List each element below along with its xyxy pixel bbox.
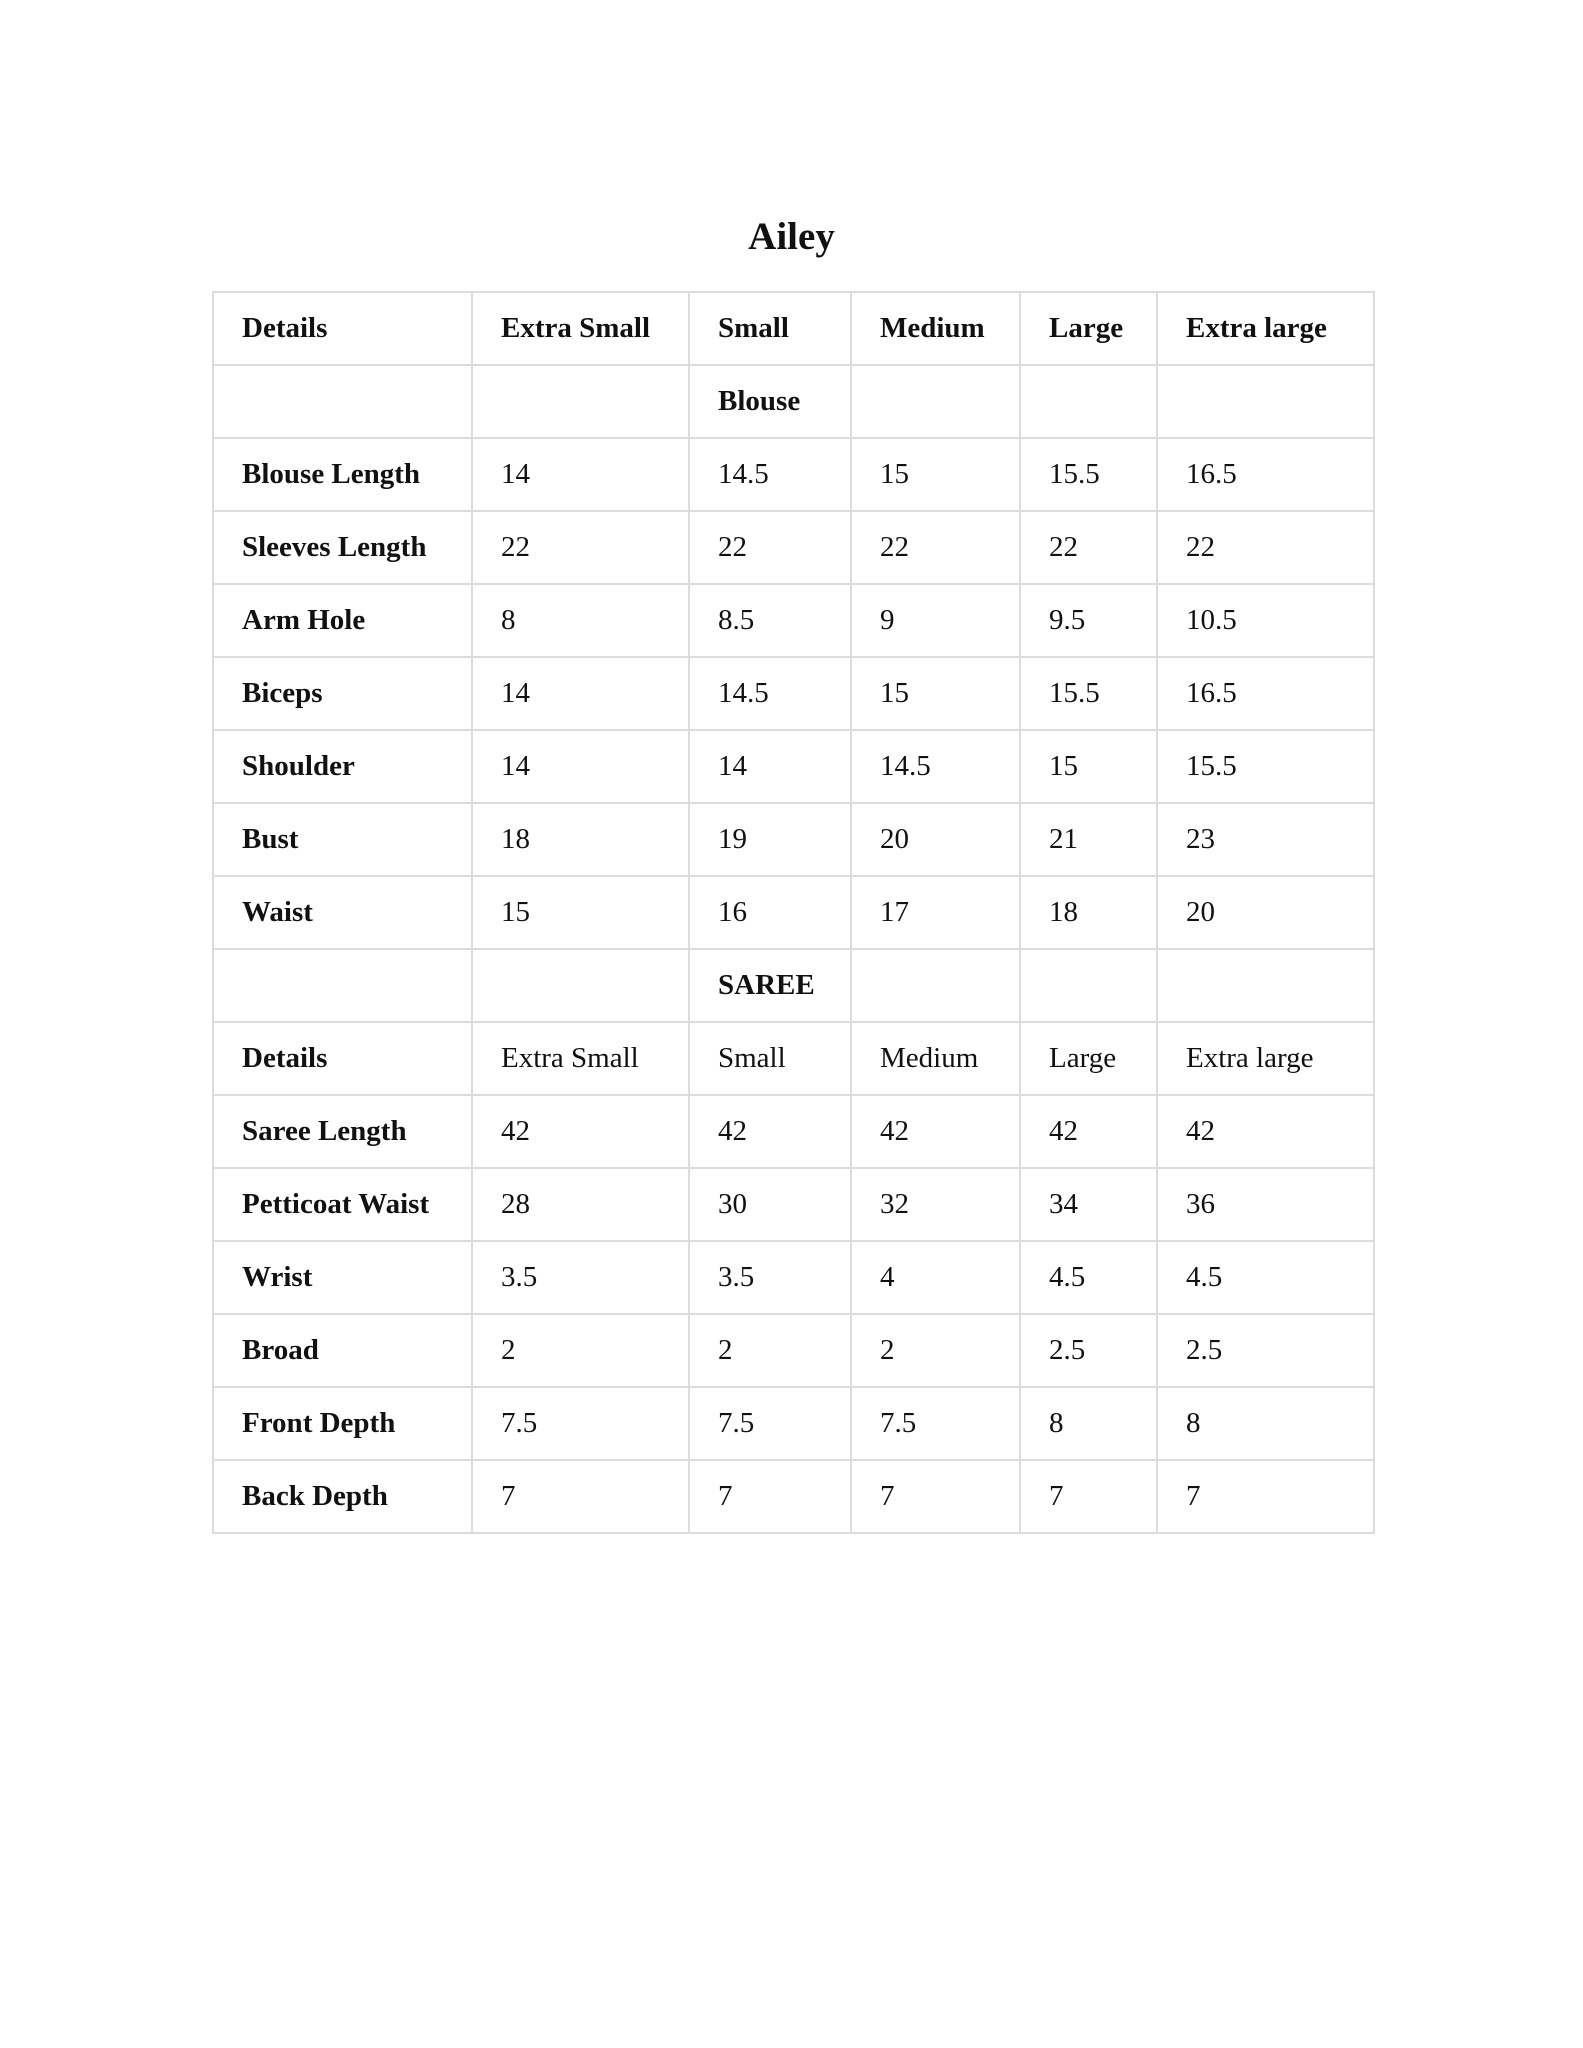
saree-header-cell-large: Large — [1020, 1022, 1157, 1095]
value-cell: 8 — [1020, 1387, 1157, 1460]
value-cell: 15 — [1020, 730, 1157, 803]
value-cell: 14 — [689, 730, 851, 803]
empty-cell — [851, 365, 1020, 438]
blouse-table-row — [213, 511, 1374, 584]
saree-table-row — [213, 1314, 1374, 1387]
saree-table-row — [213, 1460, 1374, 1533]
saree-rows — [213, 1095, 1374, 1533]
empty-cell — [1157, 365, 1374, 438]
value-cell: 15.5 — [1020, 657, 1157, 730]
section-row-saree — [213, 949, 1374, 1022]
value-cell: 2.5 — [1020, 1314, 1157, 1387]
value-cell: 14.5 — [689, 438, 851, 511]
value-cell: 2 — [689, 1314, 851, 1387]
row-label: Shoulder — [213, 730, 472, 803]
value-cell: 7.5 — [689, 1387, 851, 1460]
blouse-table-row — [213, 876, 1374, 949]
blouse-table-row — [213, 730, 1374, 803]
row-label: Bust — [213, 803, 472, 876]
blouse-table-row — [213, 438, 1374, 511]
value-cell: 7 — [851, 1460, 1020, 1533]
value-cell: 22 — [472, 511, 689, 584]
value-cell: 9 — [851, 584, 1020, 657]
value-cell: 32 — [851, 1168, 1020, 1241]
saree-header-cell-extra-large: Extra large — [1157, 1022, 1374, 1095]
value-cell: 18 — [472, 803, 689, 876]
value-cell: 42 — [689, 1095, 851, 1168]
value-cell: 18 — [1020, 876, 1157, 949]
value-cell: 7 — [472, 1460, 689, 1533]
header-cell-details: Details — [213, 292, 472, 365]
row-label: Broad — [213, 1314, 472, 1387]
value-cell: 9.5 — [1020, 584, 1157, 657]
section-row-blouse — [213, 365, 1374, 438]
saree-table-row — [213, 1387, 1374, 1460]
empty-cell — [851, 949, 1020, 1022]
value-cell: 22 — [851, 511, 1020, 584]
value-cell: 22 — [689, 511, 851, 584]
value-cell: 15 — [472, 876, 689, 949]
header-row — [213, 292, 1374, 365]
value-cell: 14.5 — [851, 730, 1020, 803]
empty-cell — [213, 949, 472, 1022]
saree-header-cell-small: Small — [689, 1022, 851, 1095]
row-label: Biceps — [213, 657, 472, 730]
row-label: Wrist — [213, 1241, 472, 1314]
value-cell: 2 — [851, 1314, 1020, 1387]
saree-header-row — [213, 1022, 1374, 1095]
blouse-table-row — [213, 803, 1374, 876]
header-cell-extra-large: Extra large — [1157, 292, 1374, 365]
empty-cell — [472, 949, 689, 1022]
row-label: Sleeves Length — [213, 511, 472, 584]
page-title: Ailey — [748, 215, 835, 258]
empty-cell — [1157, 949, 1374, 1022]
value-cell: 10.5 — [1157, 584, 1374, 657]
value-cell: 15.5 — [1020, 438, 1157, 511]
value-cell: 30 — [689, 1168, 851, 1241]
value-cell: 2.5 — [1157, 1314, 1374, 1387]
value-cell: 7 — [1157, 1460, 1374, 1533]
value-cell: 28 — [472, 1168, 689, 1241]
value-cell: 8 — [472, 584, 689, 657]
value-cell: 14.5 — [689, 657, 851, 730]
empty-cell — [213, 365, 472, 438]
blouse-rows — [213, 438, 1374, 949]
value-cell: 14 — [472, 438, 689, 511]
value-cell: 20 — [851, 803, 1020, 876]
header-cell-extra-small: Extra Small — [472, 292, 689, 365]
saree-table-row — [213, 1168, 1374, 1241]
header-cell-large: Large — [1020, 292, 1157, 365]
empty-cell — [472, 365, 689, 438]
value-cell: 7.5 — [472, 1387, 689, 1460]
saree-header-cell-medium: Medium — [851, 1022, 1020, 1095]
row-label: Front Depth — [213, 1387, 472, 1460]
value-cell: 3.5 — [689, 1241, 851, 1314]
value-cell: 16.5 — [1157, 438, 1374, 511]
row-label: Blouse Length — [213, 438, 472, 511]
value-cell: 14 — [472, 730, 689, 803]
row-label: Petticoat Waist — [213, 1168, 472, 1241]
blouse-table-row — [213, 657, 1374, 730]
value-cell: 2 — [472, 1314, 689, 1387]
blouse-table-row — [213, 584, 1374, 657]
header-cell-medium: Medium — [851, 292, 1020, 365]
value-cell: 16 — [689, 876, 851, 949]
header-cell-small: Small — [689, 292, 851, 365]
value-cell: 3.5 — [472, 1241, 689, 1314]
value-cell: 7.5 — [851, 1387, 1020, 1460]
value-cell: 15 — [851, 438, 1020, 511]
value-cell: 19 — [689, 803, 851, 876]
value-cell: 4.5 — [1157, 1241, 1374, 1314]
row-label: Waist — [213, 876, 472, 949]
value-cell: 14 — [472, 657, 689, 730]
row-label: Arm Hole — [213, 584, 472, 657]
value-cell: 42 — [851, 1095, 1020, 1168]
empty-cell — [1020, 949, 1157, 1022]
value-cell: 8 — [1157, 1387, 1374, 1460]
value-cell: 7 — [1020, 1460, 1157, 1533]
value-cell: 22 — [1157, 511, 1374, 584]
value-cell: 16.5 — [1157, 657, 1374, 730]
saree-header-cell-details: Details — [213, 1022, 472, 1095]
value-cell: 4 — [851, 1241, 1020, 1314]
row-label: Back Depth — [213, 1460, 472, 1533]
row-label: Saree Length — [213, 1095, 472, 1168]
value-cell: 4.5 — [1020, 1241, 1157, 1314]
value-cell: 23 — [1157, 803, 1374, 876]
section-label-saree: SAREE — [689, 949, 851, 1022]
value-cell: 17 — [851, 876, 1020, 949]
size-chart-table — [212, 291, 1375, 1534]
value-cell: 22 — [1020, 511, 1157, 584]
value-cell: 21 — [1020, 803, 1157, 876]
saree-header-cell-extra-small: Extra Small — [472, 1022, 689, 1095]
saree-table-row — [213, 1241, 1374, 1314]
value-cell: 15 — [851, 657, 1020, 730]
value-cell: 7 — [689, 1460, 851, 1533]
empty-cell — [1020, 365, 1157, 438]
section-label-blouse: Blouse — [689, 365, 851, 438]
value-cell: 8.5 — [689, 584, 851, 657]
value-cell: 42 — [472, 1095, 689, 1168]
value-cell: 20 — [1157, 876, 1374, 949]
value-cell: 42 — [1020, 1095, 1157, 1168]
saree-table-row — [213, 1095, 1374, 1168]
value-cell: 34 — [1020, 1168, 1157, 1241]
value-cell: 15.5 — [1157, 730, 1374, 803]
value-cell: 36 — [1157, 1168, 1374, 1241]
value-cell: 42 — [1157, 1095, 1374, 1168]
